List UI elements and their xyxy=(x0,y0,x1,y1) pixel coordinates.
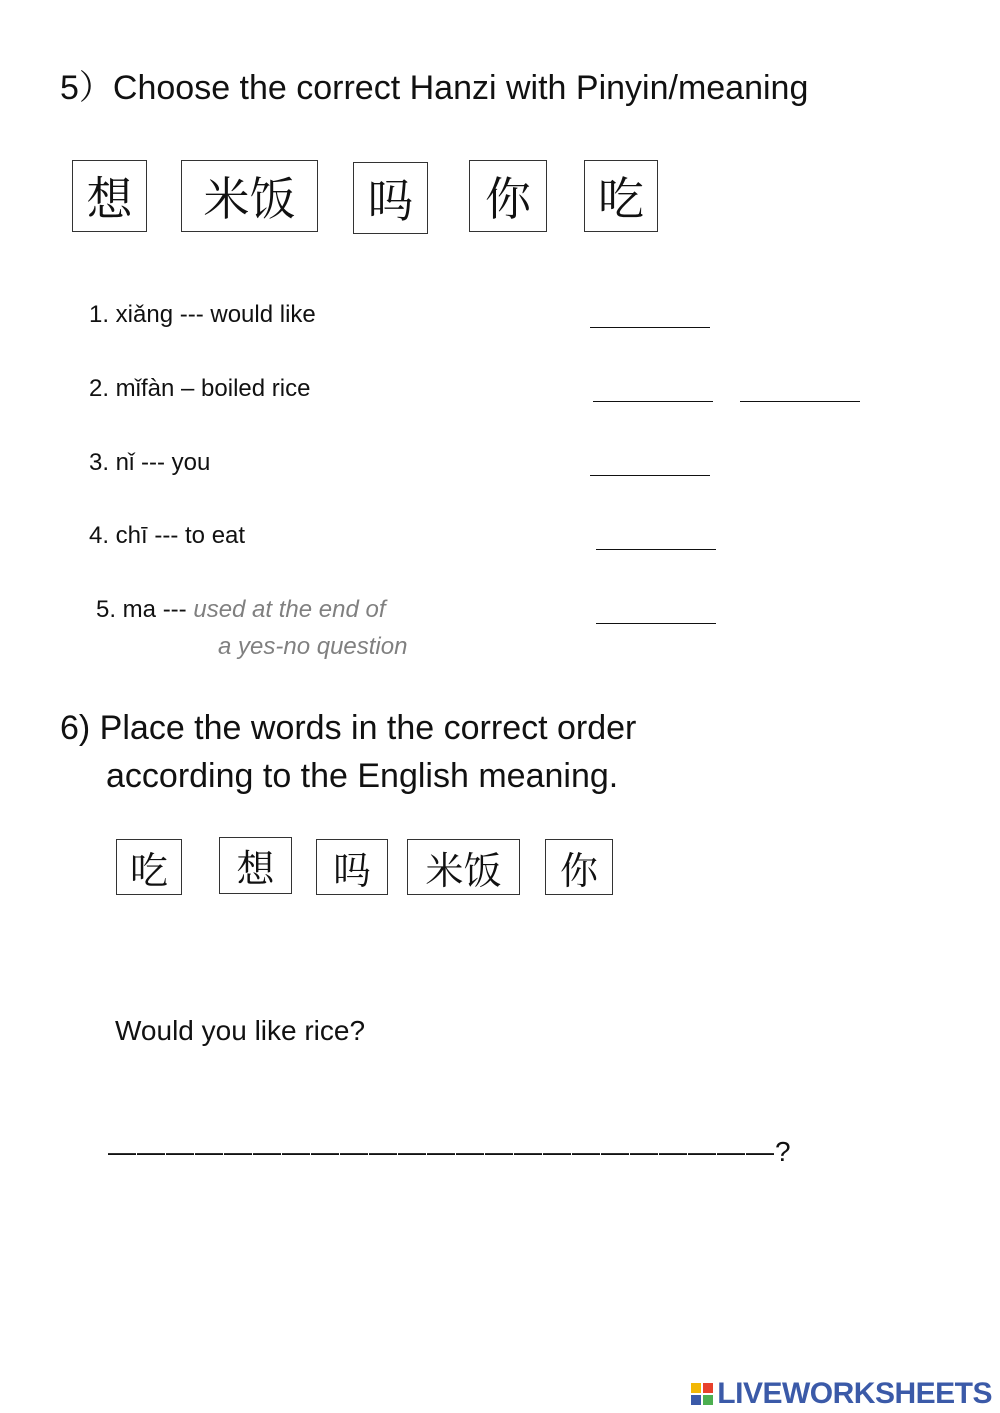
hanzi-tile-ma[interactable]: 吗 xyxy=(353,162,428,234)
section-6-title-line1: 6) Place the words in the correct order xyxy=(60,709,637,747)
answer-blank-1[interactable] xyxy=(590,327,710,328)
item-5-label xyxy=(96,595,386,625)
logo-square-4 xyxy=(703,1395,713,1405)
section-6-title-line2: according to the English meaning. xyxy=(106,757,619,795)
sentence-prompt: Would you like rice? xyxy=(115,1015,366,1046)
item-3-label: 3. nǐ --- you xyxy=(89,449,211,476)
logo-mark-icon xyxy=(691,1383,713,1405)
section-5-title: 5）Choose the correct Hanzi with Pinyin/meaning xyxy=(60,69,809,107)
answer-blank-2b[interactable] xyxy=(740,401,860,402)
liveworksheets-logo xyxy=(691,1379,992,1409)
answer-blank-5[interactable] xyxy=(596,623,716,624)
item-1-label: 1. xiǎng --- would like xyxy=(89,301,316,328)
item-4-label: 4. chī --- to eat xyxy=(89,522,246,549)
order-tile-ni[interactable]: 你 xyxy=(545,839,613,895)
answer-blank-2a[interactable] xyxy=(593,401,713,402)
answer-blank-3[interactable] xyxy=(590,475,710,476)
item-5-note-line1: used at the end of xyxy=(193,596,386,623)
logo-square-2 xyxy=(703,1383,713,1393)
order-tile-ma[interactable]: 吗 xyxy=(316,839,388,895)
order-tile-chi[interactable]: 吃 xyxy=(116,839,182,895)
hanzi-tile-mifan[interactable]: 米饭 xyxy=(181,160,318,232)
order-tile-xiang[interactable]: 想 xyxy=(219,837,292,894)
item-5-note-line2: a yes-no question xyxy=(218,633,408,660)
logo-square-1 xyxy=(691,1383,701,1393)
hanzi-tile-ni[interactable]: 你 xyxy=(469,160,547,232)
order-tile-mifan[interactable]: 米饭 xyxy=(407,839,520,895)
logo-text: LIVEWORKSHEETS xyxy=(717,1377,992,1410)
hanzi-tile-xiang[interactable]: 想 xyxy=(72,160,147,232)
logo-square-3 xyxy=(691,1395,701,1405)
answer-blank-4[interactable] xyxy=(596,549,716,550)
sentence-answer-line[interactable]: ———————————————————————? xyxy=(108,1136,792,1167)
hanzi-tile-chi[interactable]: 吃 xyxy=(584,160,658,232)
item-2-label: 2. mǐfàn – boiled rice xyxy=(89,375,311,402)
item-5-prefix: 5. ma --- xyxy=(96,596,194,623)
